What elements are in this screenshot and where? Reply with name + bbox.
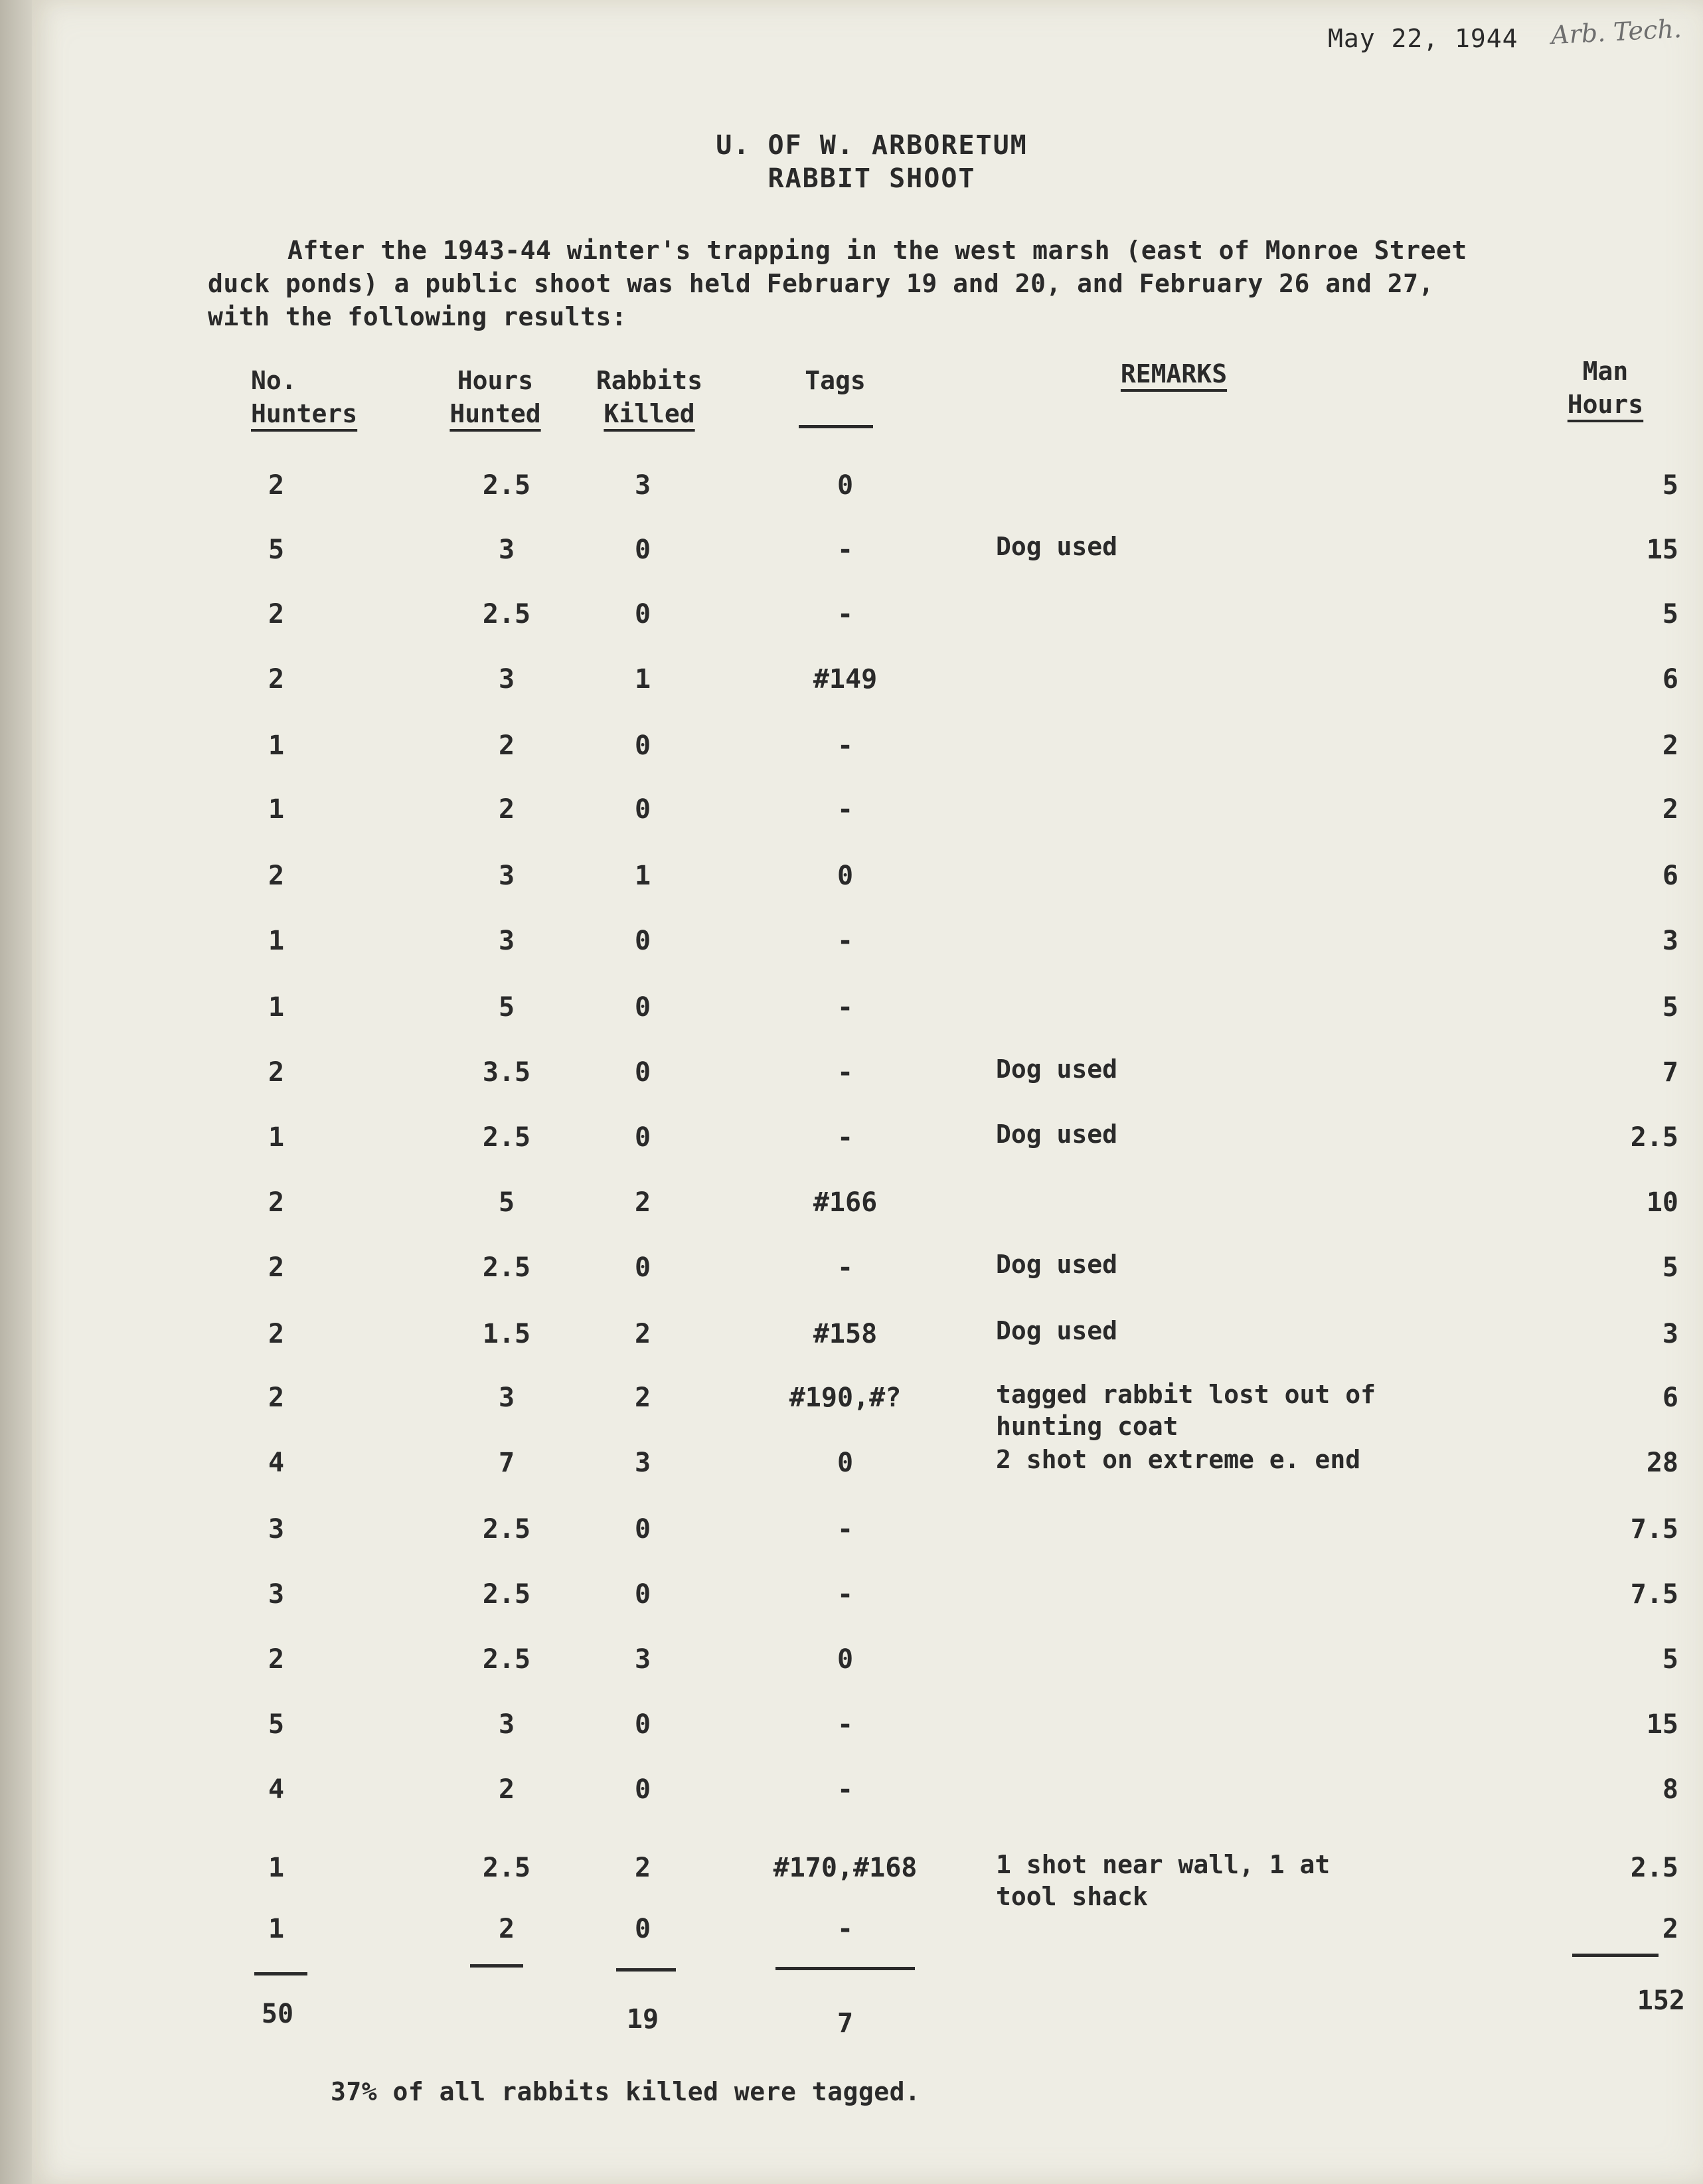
rabbits-killed-cell: 1 [634,664,651,695]
man-hours-cell: 28 [1646,1448,1678,1478]
header-man-hours-line2: Hours [1567,390,1644,419]
rabbits-killed-cell: 0 [634,730,651,761]
tags-cell: - [837,599,854,630]
table-row [32,1445,1703,1481]
header-remarks-label: REMARKS [1120,359,1228,388]
hunters-cell: 2 [268,1252,285,1283]
man-hours-cell: 3 [1662,1319,1678,1349]
table-row [32,1187,1703,1220]
tags-cell: - [837,1122,854,1153]
tags-cell: 0 [837,1448,854,1478]
header-rabbits-killed-line2: Killed [604,399,695,428]
tags-cell: #170,#168 [773,1853,918,1883]
rabbits-killed-cell: 0 [634,794,651,825]
hunters-cell: 2 [268,664,285,695]
rabbits-killed-cell: 0 [634,1709,651,1740]
hours-hunted-cell: 3 [498,861,515,891]
hours-hunted-cell: 2.5 [482,1514,531,1545]
man-hours-cell: 8 [1662,1774,1678,1805]
rabbits-killed-cell: 0 [634,1774,651,1805]
remarks-cell: tagged rabbit lost out of hunting coat [996,1380,1376,1441]
hunters-cell: 5 [268,1709,285,1740]
rabbits-killed-cell: 0 [634,1914,651,1944]
rabbits-killed-cell: 3 [634,470,651,501]
header-hours-hunted-line2: Hunted [449,399,541,428]
hours-hunted-cell: 3.5 [482,1057,531,1088]
hours-hunted-cell: 7 [498,1448,515,1478]
man-hours-cell: 6 [1662,1383,1678,1413]
total-hunters: 50 [261,1999,294,2029]
hours-hunted-cell: 3 [498,535,515,565]
remarks-cell: Dog used [996,1054,1118,1084]
rabbits-killed-cell: 0 [634,926,651,956]
header-hours-hunted [436,364,555,430]
tags-cell: #149 [813,664,878,695]
hunters-cell: 4 [268,1774,285,1805]
man-hours-cell: 5 [1662,1252,1678,1283]
man-hours-cell: 2 [1662,730,1678,761]
rabbits-killed-cell: 2 [634,1853,651,1883]
paper-left-edge [0,0,32,2184]
table-row [32,664,1703,697]
table-row [32,1914,1703,1947]
table-row [32,861,1703,894]
man-hours-cell: 7.5 [1630,1579,1678,1610]
sum-rule-killed [616,1968,676,1972]
man-hours-cell: 5 [1662,470,1678,501]
total-rabbits-killed: 19 [626,2004,659,2035]
total-tags: 7 [837,2008,854,2039]
man-hours-cell: 10 [1646,1187,1678,1218]
rabbits-killed-cell: 0 [634,1122,651,1153]
header-no-hunters-line2: Hunters [251,399,358,428]
hours-hunted-cell: 2.5 [482,1644,531,1675]
table-row [32,1850,1703,1911]
table-row [32,1709,1703,1742]
hunters-cell: 2 [268,1319,285,1349]
rabbits-killed-cell: 1 [634,861,651,891]
sum-rule-tags [775,1967,915,1970]
man-hours-cell: 7.5 [1630,1514,1678,1545]
tags-cell: - [837,794,854,825]
tags-cell: - [837,1914,854,1944]
hours-hunted-cell: 2 [498,1914,515,1944]
rabbits-killed-cell: 0 [634,1514,651,1545]
hours-hunted-cell: 3 [498,664,515,695]
hours-hunted-cell: 2.5 [482,599,531,630]
header-tags-underline [799,425,873,428]
hunters-cell: 2 [268,1187,285,1218]
table-row [32,470,1703,503]
remarks-cell: Dog used [996,532,1118,561]
footer-note: 37% of all rabbits killed were tagged. [331,2077,921,2106]
hours-hunted-cell: 2.5 [482,1853,531,1883]
header-man-hours [1539,355,1672,421]
table-row [32,532,1703,568]
rabbits-killed-cell: 2 [634,1319,651,1349]
table-row [32,1774,1703,1807]
man-hours-cell: 2.5 [1630,1122,1678,1153]
man-hours-cell: 2 [1662,1914,1678,1944]
tags-cell: - [837,926,854,956]
table-row [32,1514,1703,1547]
document-page [32,0,1703,2184]
remarks-cell: 1 shot near wall, 1 at tool shack [996,1850,1331,1911]
tags-cell: - [837,1514,854,1545]
document-date: May 22, 1944 [1328,24,1518,53]
header-remarks [1094,357,1254,390]
man-hours-cell: 5 [1662,599,1678,630]
tags-cell: - [837,535,854,565]
hunters-cell: 5 [268,535,285,565]
man-hours-cell: 5 [1662,1644,1678,1675]
header-tags-label: Tags [805,366,866,395]
tags-cell: - [837,1579,854,1610]
table-row [32,1579,1703,1612]
tags-cell: - [837,1252,854,1283]
remarks-cell: 2 shot on extreme e. end [996,1445,1361,1474]
document-title: U. OF W. ARBORETUM [716,130,1028,161]
tags-cell: #190,#? [789,1383,902,1413]
tags-cell: 0 [837,861,854,891]
hunters-cell: 1 [268,730,285,761]
tags-cell: - [837,1709,854,1740]
rabbits-killed-cell: 0 [634,1252,651,1283]
man-hours-cell: 6 [1662,664,1678,695]
rabbits-killed-cell: 0 [634,535,651,565]
remarks-cell: Dog used [996,1250,1118,1279]
tags-cell: - [837,992,854,1023]
sum-rule-hours [470,1964,523,1968]
hours-hunted-cell: 3 [498,1709,515,1740]
hunters-cell: 1 [268,1122,285,1153]
hours-hunted-cell: 2 [498,1774,515,1805]
intro-paragraph: After the 1943-44 winter's trapping in the west marsh (east of Monroe Street duck ponds) a public shoot was held February 19 and 20, and February 26 and 27, with the following results: [208,236,1467,331]
hunters-cell: 1 [268,992,285,1023]
remarks-cell: Dog used [996,1120,1118,1149]
rabbits-killed-cell: 3 [634,1644,651,1675]
table-row [32,992,1703,1025]
hunters-cell: 3 [268,1579,285,1610]
header-no-hunters [251,364,410,430]
man-hours-cell: 2 [1662,794,1678,825]
header-tags [782,364,888,397]
header-hours-hunted-line1: Hours [457,366,534,395]
table-row [32,730,1703,764]
man-hours-cell: 2.5 [1630,1853,1678,1883]
man-hours-cell: 15 [1646,1709,1678,1740]
tags-cell: 0 [837,1644,854,1675]
man-hours-cell: 15 [1646,535,1678,565]
sum-rule-hunters [254,1972,307,1975]
table-row [32,1122,1703,1155]
hunters-cell: 1 [268,926,285,956]
hunters-cell: 2 [268,1057,285,1088]
hours-hunted-cell: 2 [498,794,515,825]
hunters-cell: 2 [268,861,285,891]
rabbits-killed-cell: 0 [634,1057,651,1088]
tags-cell: - [837,730,854,761]
header-rabbits-killed-line1: Rabbits [596,366,703,395]
tags-cell: 0 [837,470,854,501]
hunters-cell: 2 [268,1383,285,1413]
hunters-cell: 3 [268,1514,285,1545]
hunters-cell: 1 [268,1914,285,1944]
rabbits-killed-cell: 3 [634,1448,651,1478]
man-hours-cell: 6 [1662,861,1678,891]
table-row [32,926,1703,959]
table-row [32,794,1703,827]
rabbits-killed-cell: 0 [634,599,651,630]
rabbits-killed-cell: 2 [634,1187,651,1218]
table-row [32,1316,1703,1352]
rabbits-killed-cell: 2 [634,1383,651,1413]
rabbits-killed-cell: 0 [634,1579,651,1610]
hours-hunted-cell: 5 [498,992,515,1023]
table-row [32,1252,1703,1286]
handwritten-note: Arb. Tech. [1550,13,1682,50]
header-no-hunters-line1: No. [251,366,297,395]
sum-rule-man-hours [1572,1954,1659,1957]
hunters-cell: 2 [268,1644,285,1675]
hours-hunted-cell: 3 [498,926,515,956]
remarks-cell: Dog used [996,1316,1118,1345]
table-row [32,1054,1703,1090]
tags-cell: - [837,1057,854,1088]
man-hours-cell: 7 [1662,1057,1678,1088]
rabbits-killed-cell: 0 [634,992,651,1023]
hours-hunted-cell: 2.5 [482,1122,531,1153]
tags-cell: - [837,1774,854,1805]
man-hours-cell: 3 [1662,926,1678,956]
hours-hunted-cell: 2.5 [482,1579,531,1610]
table-row [32,599,1703,632]
total-man-hours: 152 [1637,1985,1685,2016]
hunters-cell: 2 [268,470,285,501]
hunters-cell: 2 [268,599,285,630]
man-hours-cell: 5 [1662,992,1678,1023]
tags-cell: #166 [813,1187,878,1218]
hours-hunted-cell: 3 [498,1383,515,1413]
hunters-cell: 1 [268,794,285,825]
hours-hunted-cell: 1.5 [482,1319,531,1349]
table-row [32,1644,1703,1677]
hours-hunted-cell: 2 [498,730,515,761]
table-row [32,1380,1703,1441]
hours-hunted-cell: 5 [498,1187,515,1218]
header-rabbits-killed [583,364,716,430]
hunters-cell: 1 [268,1853,285,1883]
hunters-cell: 4 [268,1448,285,1478]
hours-hunted-cell: 2.5 [482,1252,531,1283]
document-subtitle: RABBIT SHOOT [768,163,976,194]
header-man-hours-line1: Man [1582,357,1629,386]
hours-hunted-cell: 2.5 [482,470,531,501]
tags-cell: #158 [813,1319,878,1349]
